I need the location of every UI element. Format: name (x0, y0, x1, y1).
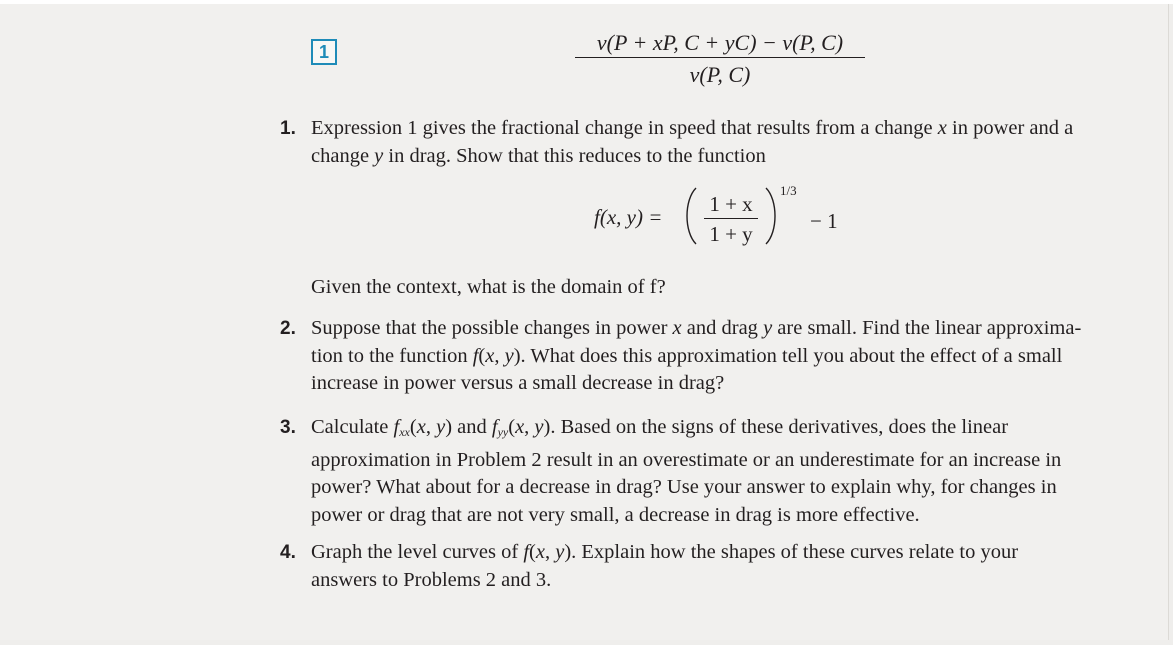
problem-number: 3. (280, 417, 296, 438)
text-line: approximation in Problem 2 result in an overestimate or an underestimate for an increase in (311, 448, 1062, 471)
problem-text (311, 315, 1160, 398)
expression-number-badge: 1 (311, 39, 337, 65)
right-paren-icon (762, 186, 780, 246)
fraction-bar (575, 57, 865, 58)
problem-1 (280, 115, 1160, 170)
formula-tail: − 1 (810, 209, 838, 233)
formula-exponent: 1/3 (780, 183, 797, 198)
problem-3 (280, 414, 1160, 529)
domain-question: Given the context, what is the domain of f? (311, 276, 666, 298)
function-formula (594, 183, 854, 259)
problem-4 (280, 539, 1160, 594)
problem-text (311, 115, 1160, 170)
text-line: Calculate $f_{xx}(x$, y) and $f_{yy}(x$, y). Based on the signs of these derivatives, does the linear (311, 416, 1009, 439)
text-line: Graph the level curves of f(x, y). Explain how the shapes of these curves relate to your (311, 541, 1019, 563)
problem-text (311, 539, 1160, 594)
problem-number: 1. (280, 118, 296, 139)
text-line: Expression 1 gives the fractional change in speed that results from a change x in power and a (311, 117, 1074, 139)
problem-number: 2. (280, 318, 296, 339)
text-line: tion to the function f(x, y). What does this approximation tell you about the effect of a small (311, 344, 1063, 367)
expression-denominator: v(P, C) (689, 62, 751, 88)
problem-number: 4. (280, 542, 296, 563)
inner-denominator: 1 + y (709, 222, 753, 247)
text-line: change y in drag. Show that this reduces to the function (311, 144, 766, 167)
inner-fraction (700, 192, 762, 246)
text-line: power or drag that are not very small, a decrease in drag is more effective. (311, 503, 920, 526)
inner-numerator: 1 + x (709, 192, 753, 216)
text-line: answers to Problems 2 and 3. (311, 568, 552, 591)
text-line: increase in power versus a small decrease in drag? (311, 372, 725, 395)
left-paren-icon (682, 186, 700, 246)
text-line: power? What about for a decrease in drag? Use your answer to explain why, for changes in (311, 476, 1057, 499)
problem-text (311, 414, 1160, 529)
formula-lhs: f(x, y) = (594, 205, 663, 229)
text-line: Suppose that the possible changes in power x and drag y are small. Find the linear approxima- (311, 317, 1082, 339)
inner-fraction-bar (704, 218, 758, 219)
top-edge (0, 0, 1173, 4)
problem-2 (280, 315, 1160, 398)
expression-1-fraction (575, 29, 865, 89)
expression-numerator: v(P + xP, C + yC) − v(P, C) (596, 30, 844, 55)
